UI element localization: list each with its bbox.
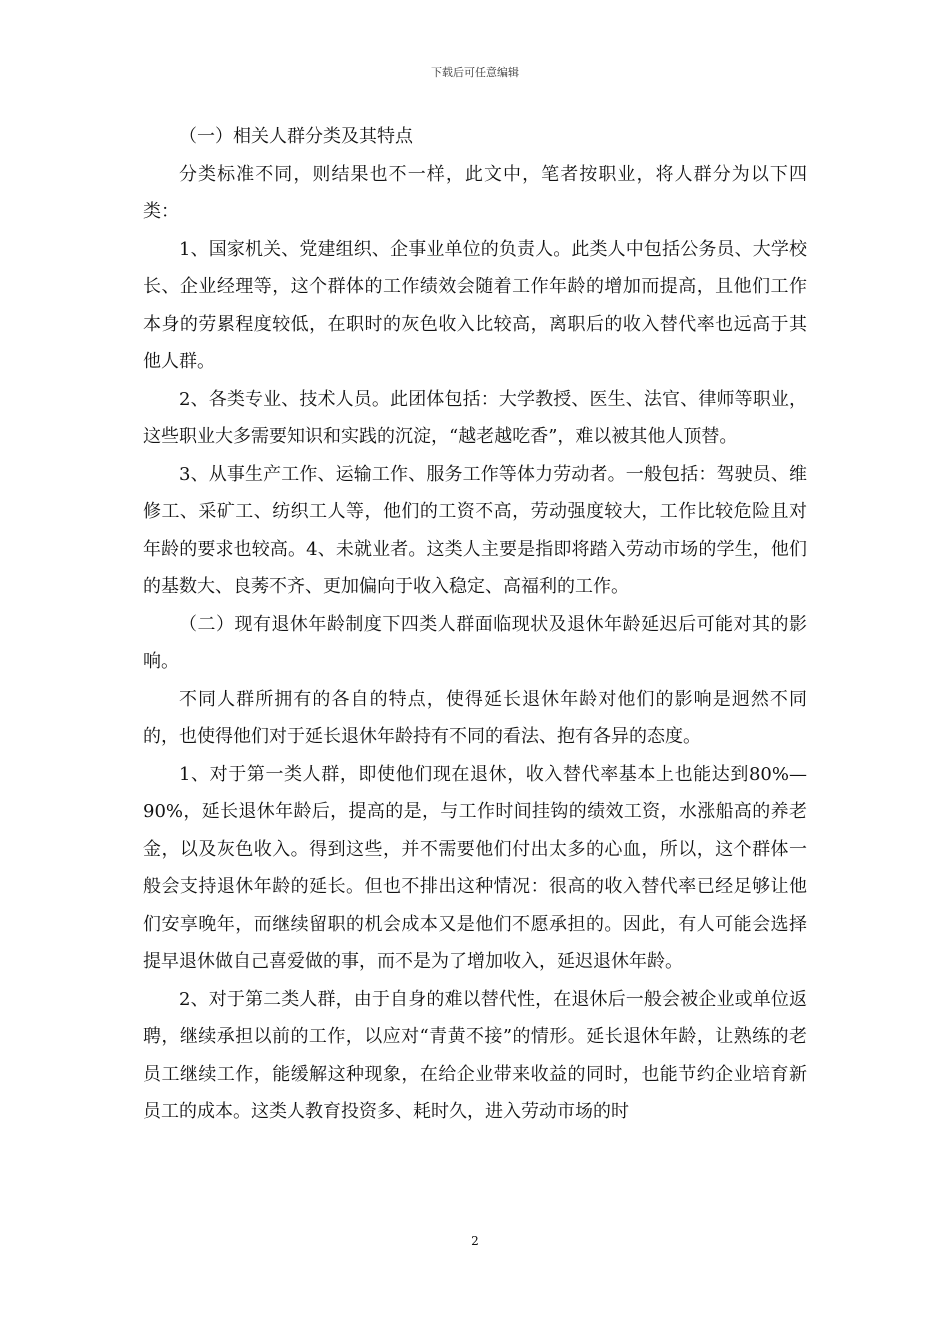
section-heading-2: （二）现有退休年龄制度下四类人群面临现状及退休年龄延迟后可能对其的影响。 [143, 613, 807, 672]
page-number: 2 [471, 1234, 479, 1248]
paragraph-group-1: 1、国家机关、党建组织、企事业单位的负责人。此类人中包括公务员、大学校长、企业经理等，这个群体的工作绩效会随着工作年龄的增加而提高，且他们工作本身的劳累程度较低，在职时的灰色收入比较高，离职后的收入替代率也远高于其他人群。 [143, 238, 807, 372]
page-header: 下载后可任意编辑 [431, 66, 519, 79]
paragraph-group-3-4: 3、从事生产工作、运输工作、服务工作等体力劳动者。一般包括：驾驶员、维修工、采矿工、纺织工人等，他们的工资不高，劳动强度较大，工作比较危险且对年龄的要求也较高。4、未就业者。这类人主要是指即将踏入劳动市场的学生，他们的基数大、良莠不齐、更加偏向于收入稳定、高福利的工作。 [143, 463, 807, 597]
paragraph-impact-group-1: 1、对于第一类人群，即使他们现在退休，收入替代率基本上也能达到80%—90%，延长退休年龄后，提高的是，与工作时间挂钩的绩效工资，水涨船高的养老金，以及灰色收入。得到这些，并不需要他们付出太多的心血，所以，这个群体一般会支持退休年龄的延长。但也不排出这种情况：很高的收入替代率已经足够让他们安享晚年，而继续留职的机会成本又是他们不愿承担的。因此，有人可能会选择提早退休做自己喜爱做的事，而不是为了增加收入，延迟退休年龄。 [143, 763, 807, 972]
section-heading-1: （一）相关人群分类及其特点 [179, 126, 413, 147]
paragraph-impact-group-2: 2、对于第二类人群，由于自身的难以替代性，在退休后一般会被企业或单位返聘，继续承担以前的工作，以应对“青黄不接”的情形。延长退休年龄，让熟练的老员工继续工作，能缓解这种现象，在给企业带来收益的同时，也能节约企业培育新员工的成本。这类人教育投资多、耗时久，进入劳动市场的时 [143, 988, 807, 1122]
paragraph-group-2: 2、各类专业、技术人员。此团体包括：大学教授、医生、法官、律师等职业，这些职业大多需要知识和实践的沉淀，“越老越吃香”，难以被其他人顶替。 [143, 388, 807, 447]
paragraph-classification-intro: 分类标准不同，则结果也不一样，此文中，笔者按职业，将人群分为以下四类： [143, 163, 807, 222]
document-body [143, 118, 807, 1131]
paragraph-impact-intro: 不同人群所拥有的各自的特点，使得延长退休年龄对他们的影响是迥然不同的，也使得他们对于延长退休年龄持有不同的看法、抱有各异的态度。 [143, 688, 807, 747]
